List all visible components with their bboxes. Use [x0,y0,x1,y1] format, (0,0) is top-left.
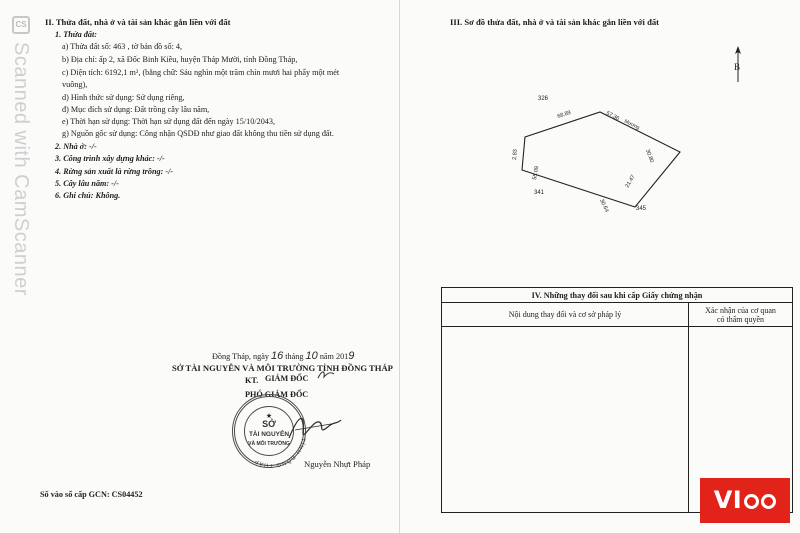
agency-name: SỞ TÀI NGUYÊN VÀ MÔI TRƯỜNG TỈNH ĐỒNG THÁP [172,363,393,373]
edge-length-label: 55.09 [532,165,541,181]
item-heading: 6. Ghi chú: Không. [55,191,121,200]
item-heading: 2. Nhà ở: -/- [55,142,97,151]
signature-scribble [285,408,345,448]
handwritten-day: 16 [270,350,284,362]
vico-logo-circle-icon [761,494,776,509]
edge-length-label: 21.47 [624,174,637,189]
vico-logo-text: VI [713,486,743,514]
road-label: Mương [623,118,641,132]
handwritten-month: 10 [305,350,318,362]
deputy-director-label: PHÓ GIÁM ĐỐC [245,390,309,399]
edge-length-label: 57.36 [605,110,621,123]
edge-length-label: 30.80 [644,148,655,164]
issue-date: Đồng Tháp, ngày 16 tháng 10 năm 2019 [212,350,355,362]
director-label: GIÁM ĐỐC [265,374,309,383]
seal-star-icon: ★ [265,412,273,420]
item-heading: 5. Cây lâu năm: -/- [55,179,119,188]
parcel-line: b) Địa chỉ: ấp 2, xã Đốc Binh Kiều, huyện Tháp Mười, tỉnh Đồng Tháp, [62,55,298,64]
camscanner-logo: CS [12,16,30,34]
adjacent-parcel-label: 341 [534,190,545,196]
watermark-text: Scanned with CamScanner [10,42,32,296]
vico-logo-circle-icon [744,494,759,509]
kt-label: KT. [245,376,259,385]
item-1-heading: 1. Thửa đất: [55,30,97,39]
parcel-line: c) Diện tích: 6192,1 m², (bằng chữ: Sáu nghìn một trăm chín mươi hai phẩy một mét [62,68,340,77]
parcel-line: g) Nguồn gốc sử dụng: Công nhận QSDĐ như giao đất không thu tiền sử dụng đất. [62,129,334,138]
edge-length-label: 68.89 [556,109,572,120]
seal-text-bottom: VÀ MÔI TRƯỜNG [248,441,290,447]
changes-column-header: Nội dung thay đổi và cơ sở pháp lý [442,303,688,327]
parcel-line: a) Thửa đất số: 463 , tờ bản đồ số: 4, [62,42,183,51]
authority-column-header: Xác nhận của cơ quan có thẩm quyền [688,303,792,327]
north-arrow [728,44,748,84]
seal-text-top: SỞ [262,419,276,429]
adjacent-parcel-label: 326 [538,96,549,102]
section-4-title: IV. Những thay đổi sau khi cấp Giấy chứng nhận [442,288,792,303]
initial-mark [316,368,336,382]
parcel-boundary [522,109,680,207]
adjacent-parcel-label: 345 [636,206,647,212]
handwritten-year: 9 [348,350,355,362]
vico-logo-badge [700,478,790,523]
table-divider [688,327,689,513]
seal-text-mid: TÀI NGUYÊN [248,431,290,438]
parcel-line: e) Thời hạn sử dụng: Thời hạn sử dụng đất đến ngày 15/10/2043, [62,117,276,126]
item-heading: 4. Rừng sản xuất là rừng trồng: -/- [55,167,174,176]
parcel-diagram [500,92,700,217]
parcel-line: đ) Mục đích sử dụng: Đất trồng cây lâu năm, [62,105,210,114]
section-3-title: III. Sơ đồ thửa đất, nhà ở và tài sản khác gắn liền với đất [450,17,660,27]
signer-name: Nguyễn Nhựt Pháp [304,459,371,469]
section-2-title: II. Thửa đất, nhà ở và tài sản khác gắn liền với đất [45,17,231,27]
certificate-serial: Số vào sổ cấp GCN: CS04452 [40,490,143,499]
seal-ring-label: TỈNH ĐỒNG THÁP [253,437,306,469]
north-label: B [734,62,741,72]
item-heading: 3. Công trình xây dựng khác: -/- [55,154,165,163]
camscanner-watermark [4,12,38,312]
page-fold [399,0,400,533]
edge-length-label: 2.83 [512,149,519,161]
parcel-line: d) Hình thức sử dụng: Sử dụng riêng, [62,93,185,102]
edge-length-label: 30.64 [598,198,610,214]
parcel-line: vuông), [62,80,88,89]
